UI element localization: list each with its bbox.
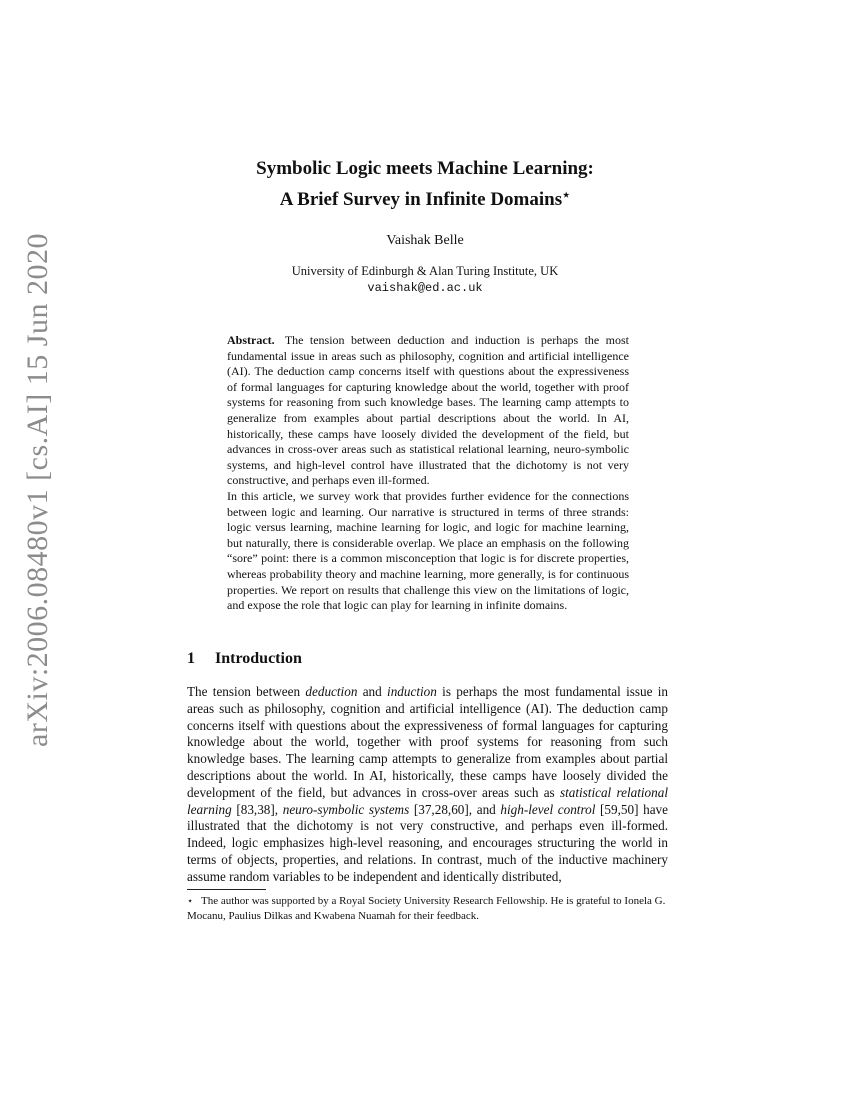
footnote	[187, 894, 668, 924]
abstract-paragraph-2: In this article, we survey work that provides further evidence for the connections between logic and learning. Our narrative is structured in terms of three strands: logic versus learning, machine learning for logic, and logic for machine learning, but naturally, there is considerable overlap. We place an emphasis on the following “sore” point: there is a common misconception that logic is for discrete properties, whereas probability theory and machine learning, more generally, is for continuous properties. We report on results that challenge this view on the limitations of logic, and expose the role that logic can play for learning in infinite domains.	[227, 488, 629, 613]
author-name: Vaishak Belle	[386, 233, 464, 248]
title-line-1: Symbolic Logic meets Machine Learning:	[256, 158, 594, 179]
author-email: vaishak@ed.ac.uk	[367, 281, 483, 295]
affiliation: University of Edinburgh & Alan Turing Institute, UK	[291, 264, 559, 278]
section-number: 1	[187, 650, 195, 667]
section-title: Introduction	[215, 650, 302, 667]
abstract-paragraph-1: Abstract. The tension between deduction and induction is perhaps the most fundamental issue in areas such as philosophy, cognition and artificial intelligence (AI). The deduction camp concerns itself with questions about the expressiveness of formal languages for capturing knowledge about the world, together with proof systems for reasoning from such knowledge bases. The learning camp attempts to generalize from examples about partial descriptions about the world. In AI, historically, these camps have loosely divided the development of the field, but advances in cross-over areas such as statistical relational learning, neuro-symbolic systems, and high-level control have illustrated that the dichotomy is not very constructive, and perhaps even ill-formed.	[227, 333, 629, 488]
introduction-body	[187, 684, 668, 886]
section-heading-introduction	[187, 650, 302, 668]
footnote-divider	[187, 889, 266, 890]
paper-title	[150, 156, 700, 213]
arxiv-identifier-stamp: arXiv:2006.08480v1 [cs.AI] 15 Jun 2020	[21, 233, 54, 747]
title-footnote-star: ⋆	[562, 187, 571, 202]
footnote-text: The author was supported by a Royal Society University Research Fellowship. He is grateful to Ionela G. Mocanu, Paulius Dilkas and Kwabena Nuamah for their feedback.	[187, 895, 666, 922]
intro-paragraph: The tension between deduction and induction is perhaps the most fundamental issue in areas such as philosophy, cognition and artificial intelligence (AI). The deduction camp concerns itself with questions about the expressiveness of formal languages for capturing knowledge about the world, together with proof systems for reasoning from such knowledge bases. The learning camp attempts to generalize from examples about partial descriptions about the world. In AI, historically, these camps have loosely divided the development of the field, but advances in cross-over areas such as statistical relational learning [83,38], neuro-symbolic systems [37,28,60], and high-level control [59,50] have illustrated that the dichotomy is not very constructive, and perhaps even ill-formed. Indeed, logic emphasizes high-level reasoning, and encourages structuring the world in terms of objects, properties, and relations. In contrast, much of the inductive machinery assume random variables to be independent and identically distributed,	[187, 684, 668, 884]
title-line-2: A Brief Survey in Infinite Domains⋆	[279, 187, 571, 210]
abstract	[227, 333, 629, 614]
footnote-mark: ⋆	[187, 896, 194, 907]
author-affiliation-block	[150, 263, 700, 297]
abstract-label: Abstract.	[227, 333, 275, 347]
